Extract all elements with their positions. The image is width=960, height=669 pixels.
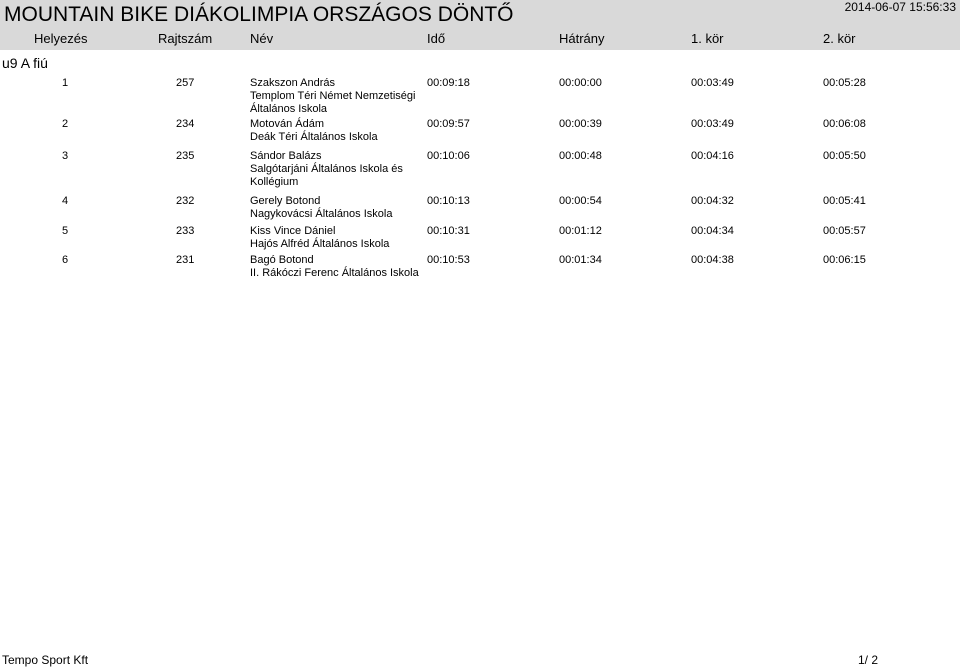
category-title: u9 A fiú	[2, 55, 48, 71]
lap1-cell: 00:04:32	[691, 195, 734, 207]
name-cell: Szakszon András	[250, 77, 335, 89]
column-header-lap1: 1. kör	[691, 31, 724, 46]
name-cell: Sándor Balázs	[250, 150, 322, 162]
lap2-cell: 00:06:08	[823, 118, 866, 130]
page-title: MOUNTAIN BIKE DIÁKOLIMPIA ORSZÁGOS DÖNTŐ	[4, 3, 514, 26]
lap2-cell: 00:06:15	[823, 254, 866, 266]
place-cell: 5	[62, 225, 69, 237]
time-cell: 00:09:57	[427, 118, 470, 130]
lap2-cell: 00:05:50	[823, 150, 866, 162]
table-row	[0, 118, 960, 150]
bib-cell: 257	[176, 77, 195, 89]
lap1-cell: 00:04:38	[691, 254, 734, 266]
lap1-cell: 00:03:49	[691, 77, 734, 89]
lap1-cell: 00:04:16	[691, 150, 734, 162]
column-header-behind: Hátrány	[559, 31, 605, 46]
bib-cell: 235	[176, 150, 195, 162]
behind-cell: 00:00:54	[559, 195, 602, 207]
name-cell: Gerely Botond	[250, 195, 321, 207]
column-header-name: Név	[250, 31, 274, 46]
behind-cell: 00:01:12	[559, 225, 602, 237]
behind-cell: 00:00:00	[559, 77, 602, 89]
column-header-place: Helyezés	[34, 31, 88, 46]
time-cell: 00:09:18	[427, 77, 470, 89]
lap2-cell: 00:05:28	[823, 77, 866, 89]
behind-cell: 00:00:39	[559, 118, 602, 130]
column-header-bib: Rajtszám	[158, 31, 213, 46]
table-row	[0, 225, 960, 254]
school-cell: Hajós Alfréd Általános Iskola	[250, 238, 390, 250]
school-cell: II. Rákóczi Ferenc Általános Iskola	[250, 267, 419, 279]
place-cell: 2	[62, 118, 69, 130]
lap1-cell: 00:03:49	[691, 118, 734, 130]
time-cell: 00:10:13	[427, 195, 470, 207]
column-header-lap2: 2. kör	[823, 31, 856, 46]
time-cell: 00:10:06	[427, 150, 470, 162]
school-cell: Templom Téri Német Nemzetiségi Általános Iskola	[250, 90, 416, 115]
place-cell: 4	[62, 195, 69, 207]
behind-cell: 00:00:48	[559, 150, 602, 162]
name-cell: Kiss Vince Dániel	[250, 225, 336, 237]
place-cell: 1	[62, 77, 69, 89]
time-cell: 00:10:53	[427, 254, 470, 266]
column-header-time: Idő	[427, 31, 446, 46]
footer-page-number: 1/ 2	[857, 653, 878, 667]
timestamp: 2014-06-07 15:56:33	[844, 0, 956, 14]
bib-cell: 234	[176, 118, 195, 130]
table-row	[0, 150, 960, 195]
lap2-cell: 00:05:41	[823, 195, 866, 207]
name-cell: Bagó Botond	[250, 254, 314, 266]
results-table	[0, 77, 960, 283]
table-row	[0, 254, 960, 283]
lap2-cell: 00:05:57	[823, 225, 866, 237]
table-row	[0, 195, 960, 225]
footer-company: Tempo Sport Kft	[2, 653, 89, 667]
page-header	[0, 0, 960, 50]
school-cell: Deák Téri Általános Iskola	[250, 131, 378, 143]
school-cell: Nagykovácsi Általános Iskola	[250, 208, 393, 220]
lap1-cell: 00:04:34	[691, 225, 734, 237]
place-cell: 3	[62, 150, 69, 162]
bib-cell: 233	[176, 225, 195, 237]
time-cell: 00:10:31	[427, 225, 470, 237]
name-cell: Motován Ádám	[250, 118, 324, 130]
bib-cell: 231	[176, 254, 195, 266]
bib-cell: 232	[176, 195, 195, 207]
table-row	[0, 77, 960, 118]
school-cell: Salgótarjáni Általános Iskola és Kollégium	[250, 163, 403, 188]
behind-cell: 00:01:34	[559, 254, 602, 266]
place-cell: 6	[62, 254, 69, 266]
